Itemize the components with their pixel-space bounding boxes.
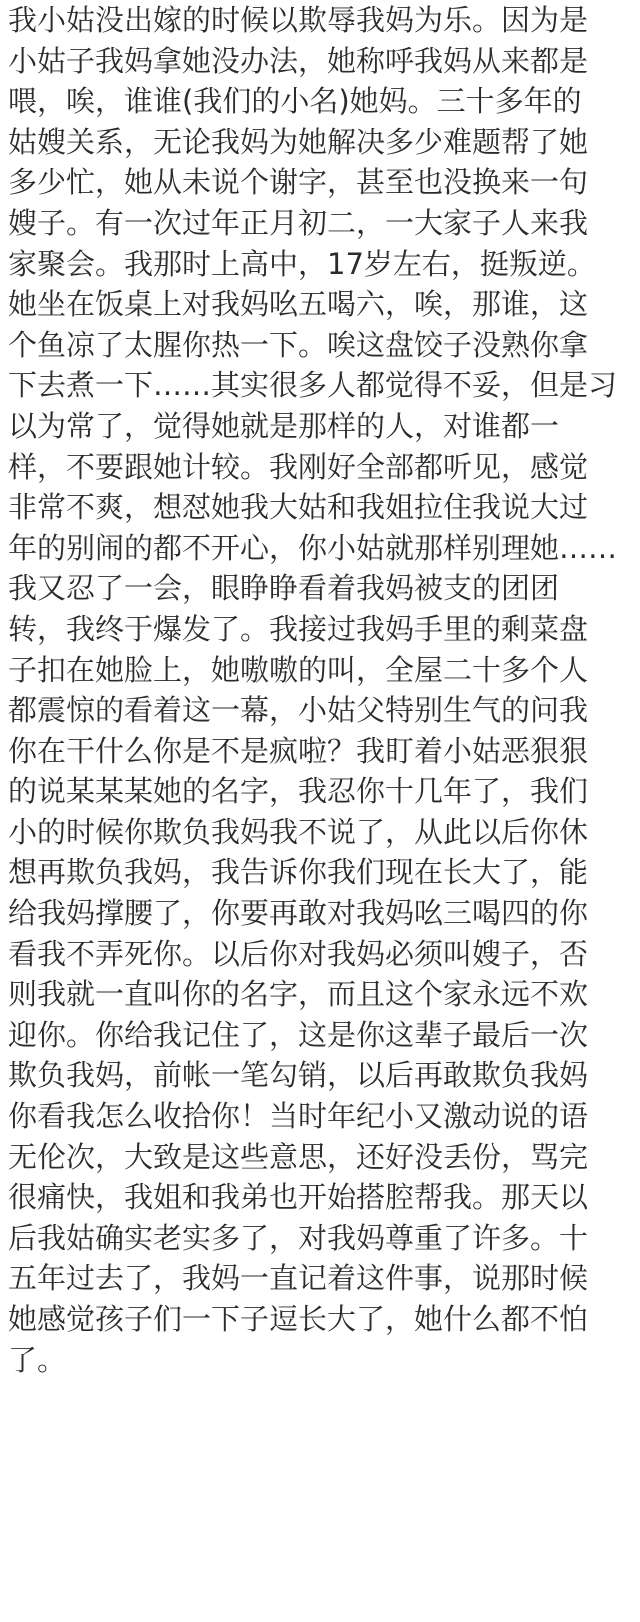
- text-line: 她坐在饭桌上对我妈吆五喝六，唉，那谁，这: [8, 287, 589, 322]
- text-line: 迎你。你给我记住了，这是你这辈子最后一次: [8, 1017, 589, 1052]
- text-line: 嫂子。有一次过年正月初二，一大家子人来我: [8, 205, 589, 240]
- text-line: 个鱼凉了太腥你热一下。唉这盘饺子没熟你拿: [8, 327, 589, 362]
- text-line: 多少忙，她从未说个谢字，甚至也没换来一句: [8, 165, 589, 200]
- text-line: 都震惊的看着这一幕，小姑父特别生气的问我: [8, 693, 589, 728]
- text-line: 样，不要跟她计较。我刚好全部都听见，感觉: [8, 449, 589, 484]
- text-line: 看我不弄死你。以后你对我妈必须叫嫂子，否: [8, 936, 589, 971]
- text-line: 很痛快，我姐和我弟也开始搭腔帮我。那天以: [8, 1180, 589, 1215]
- text-line: 你看我怎么收拾你！当时年纪小又激动说的语: [8, 1099, 589, 1134]
- text-line: 家聚会。我那时上高中，17岁左右，挺叛逆。: [8, 246, 596, 281]
- text-line: 无伦次，大致是这些意思，还好没丢份，骂完: [8, 1139, 589, 1174]
- text-line: 非常不爽，想怼她我大姑和我姐拉住我说大过: [8, 490, 589, 525]
- text-line: 的说某某某她的名字，我忍你十几年了，我们: [8, 774, 589, 809]
- text-line: 喂，唉，谁谁(我们的小名)她妈。三十多年的: [8, 84, 582, 119]
- text-line: 了。: [8, 1342, 67, 1377]
- text-line: 后我姑确实老实多了，对我妈尊重了许多。十: [8, 1220, 589, 1255]
- text-line: 转，我终于爆发了。我接过我妈手里的剩菜盘: [8, 611, 589, 646]
- text-line: 五年过去了，我妈一直记着这件事，说那时候: [8, 1261, 589, 1296]
- story-text-block: [8, 0, 632, 1380]
- text-line: 她感觉孩子们一下子逗长大了，她什么都不怕: [8, 1302, 589, 1336]
- text-line: 小姑子我妈拿她没办法，她称呼我妈从来都是: [8, 43, 589, 78]
- text-line: 想再欺负我妈，我告诉你我们现在长大了，能: [8, 855, 589, 890]
- text-line: 年的别闹的都不开心，你小姑就那样别理她……: [8, 530, 618, 565]
- text-line: 给我妈撑腰了，你要再敢对我妈吆三喝四的你: [8, 896, 589, 931]
- text-line: 下去煮一下……其实很多人都觉得不妥，但是习: [8, 368, 618, 403]
- text-line: 我小姑没出嫁的时候以欺辱我妈为乐。因为是: [8, 3, 589, 37]
- text-line: 小的时候你欺负我妈我不说了，从此以后你休: [8, 814, 589, 849]
- text-line: 欺负我妈，前帐一笔勾销，以后再敢欺负我妈: [8, 1058, 589, 1093]
- text-line: 我又忍了一会，眼睁睁看着我妈被支的团团: [8, 571, 560, 606]
- text-line: 姑嫂关系，无论我妈为她解决多少难题帮了她: [8, 124, 589, 159]
- text-line: 子扣在她脸上，她嗷嗷的叫，全屋二十多个人: [8, 652, 589, 687]
- text-line: 你在干什么你是不是疯啦？我盯着小姑恶狠狠: [8, 733, 589, 768]
- text-line: 以为常了，觉得她就是那样的人，对谁都一: [8, 408, 560, 443]
- text-line: 则我就一直叫你的名字，而且这个家永远不欢: [8, 977, 589, 1012]
